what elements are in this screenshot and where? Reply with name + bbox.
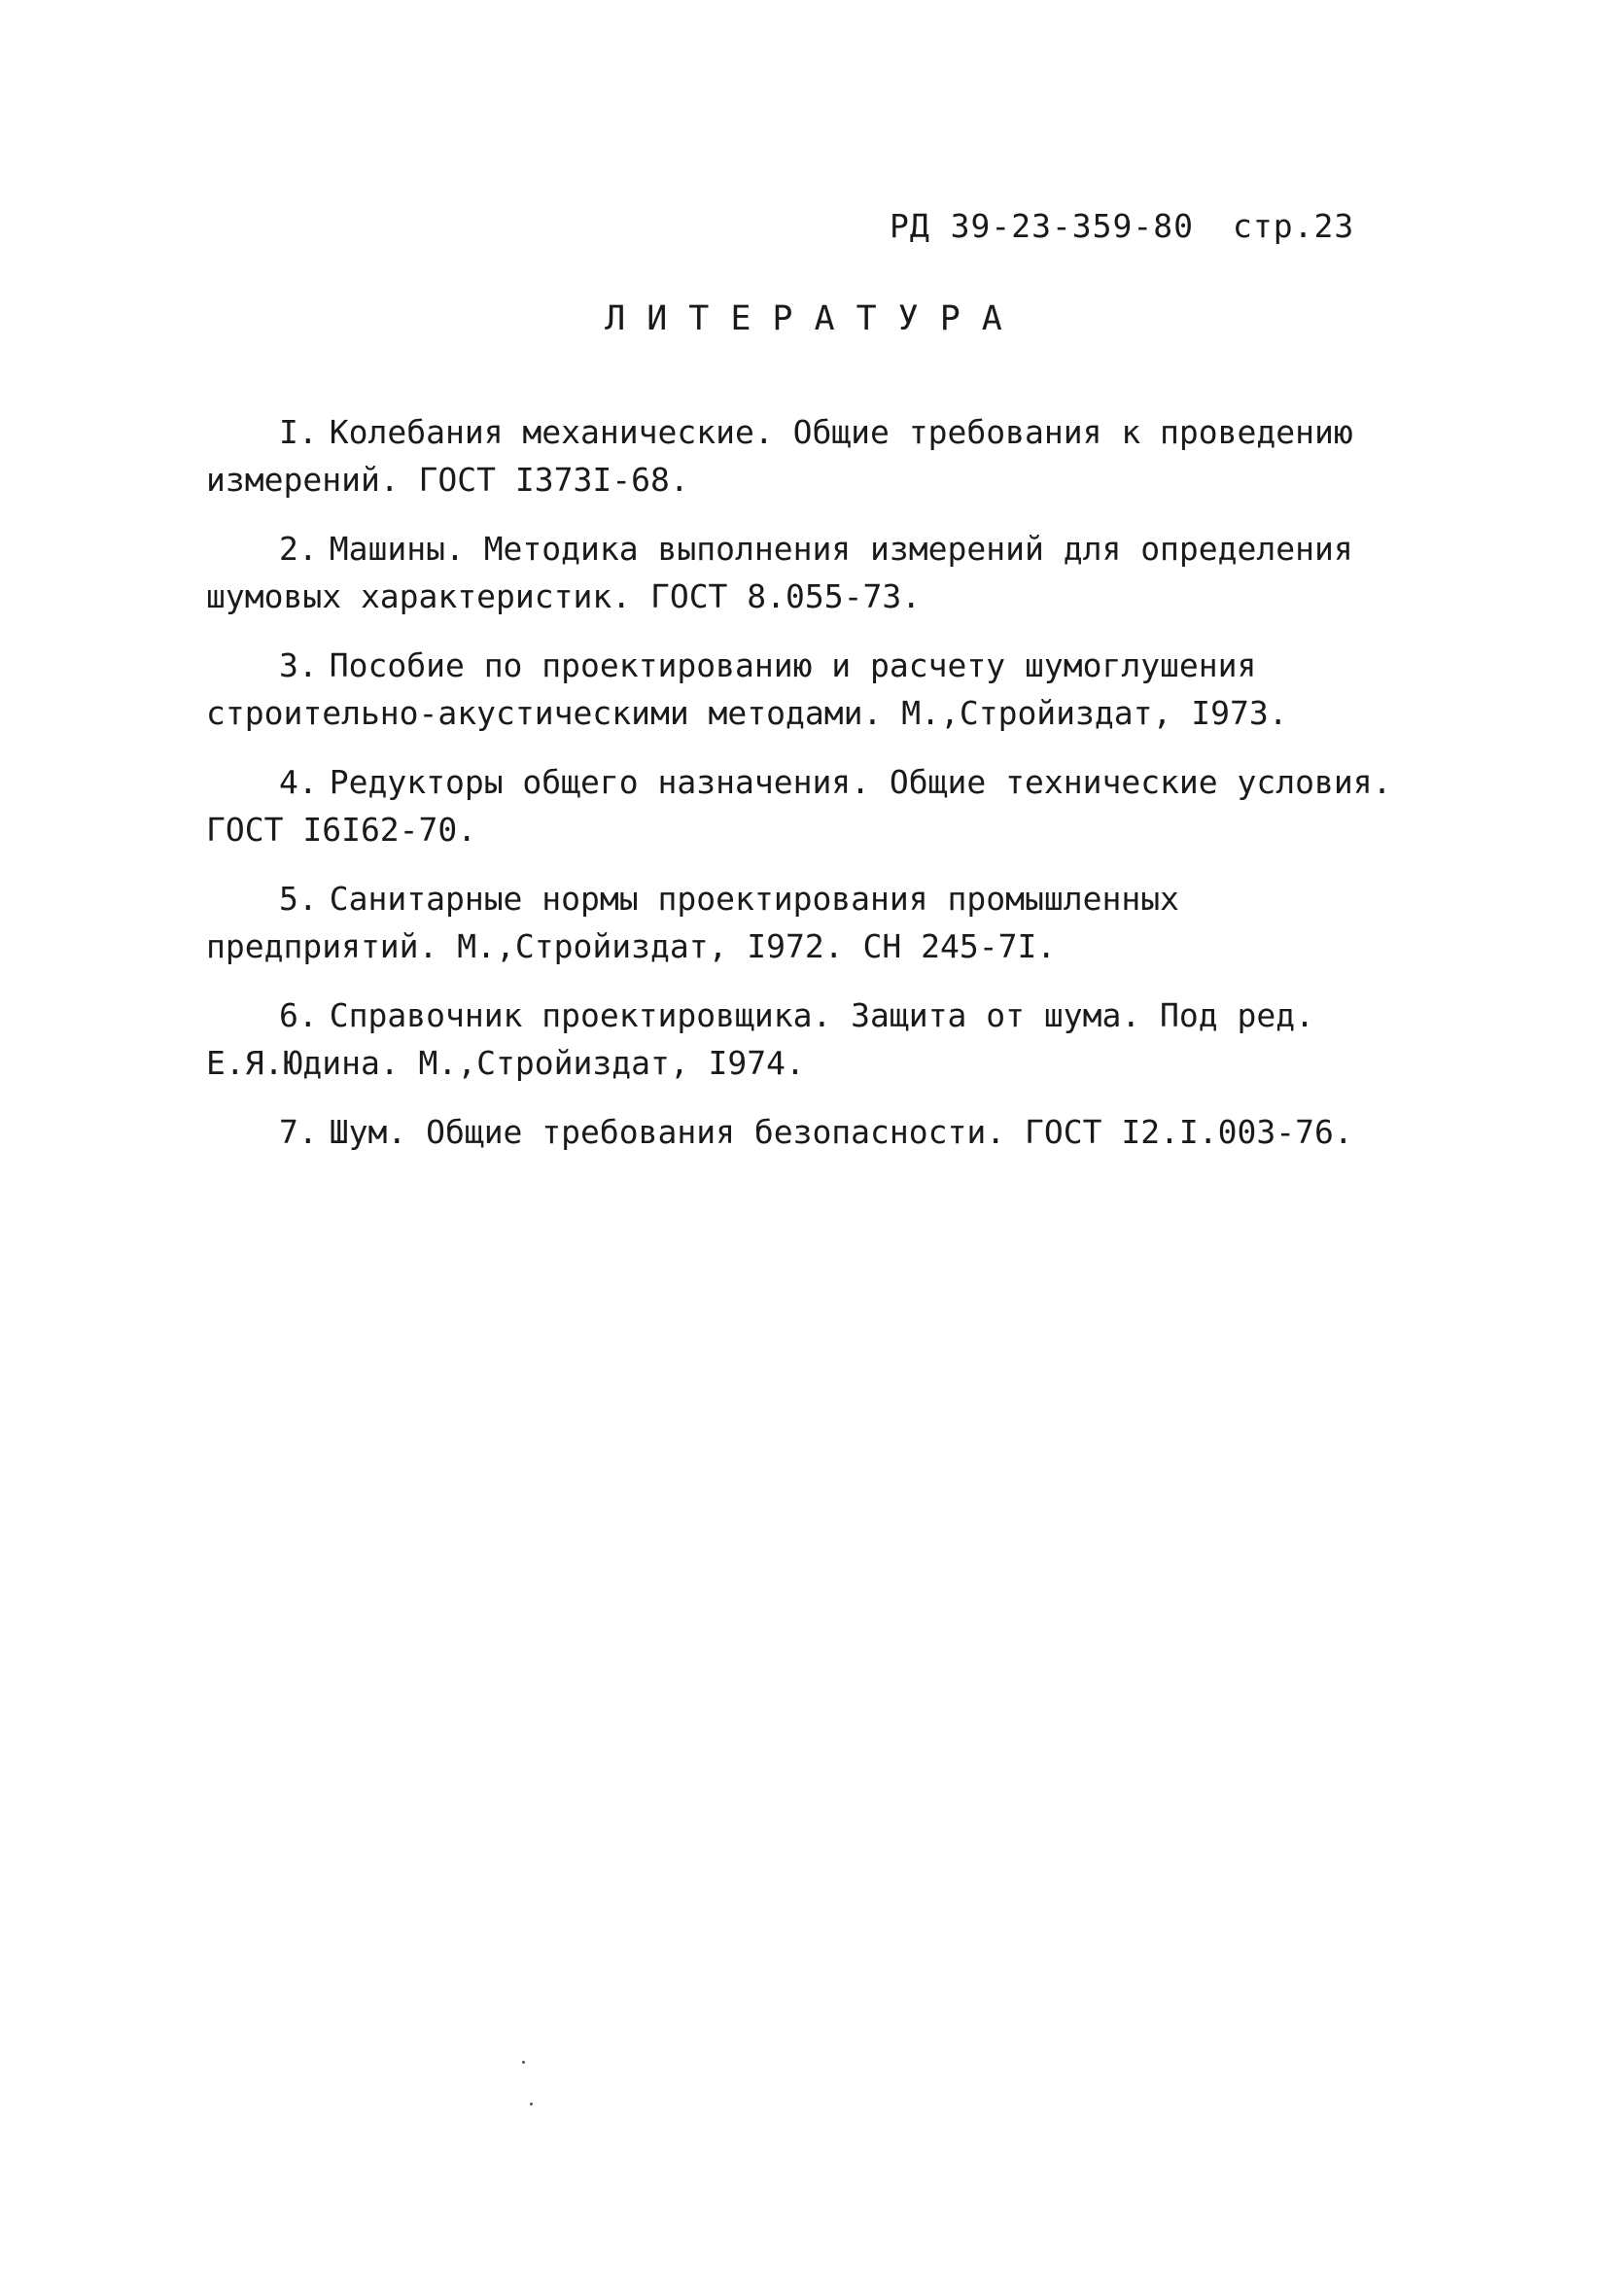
reference-item-1 [206, 408, 1412, 504]
document-reference: РД 39-23-359-80 [890, 207, 1195, 245]
reference-number: 3. [279, 646, 318, 684]
reference-item-6 [206, 991, 1412, 1087]
reference-text: Машины. Методика выполнения измерений для определения шумовых характеристик. ГОСТ 8.055-73. [206, 530, 1353, 615]
reference-text: Шум. Общие требования безопасности. ГОСТ I2.I.003-76. [329, 1113, 1353, 1151]
scan-speck [522, 2061, 525, 2064]
scan-speck [530, 2103, 533, 2105]
reference-text: Колебания механические. Общие требования к проведению измерений. ГОСТ I373I-68. [206, 413, 1353, 499]
page-header [890, 207, 1354, 245]
reference-number: I. [279, 413, 318, 451]
reference-number: 6. [279, 996, 318, 1034]
section-title: ЛИТЕРАТУРА [605, 299, 1024, 338]
reference-number: 4. [279, 763, 318, 801]
reference-number: 7. [279, 1113, 318, 1151]
reference-item-4 [206, 758, 1412, 853]
reference-text: Справочник проектировщика. Защита от шума. Под ред. Е.Я.Юдина. М.,Стройиздат, I974. [206, 996, 1315, 1082]
reference-text: Редукторы общего назначения. Общие технические условия. ГОСТ I6I62-70. [206, 763, 1392, 849]
reference-list [206, 408, 1412, 1177]
reference-text: Санитарные нормы проектирования промышленных предприятий. М.,Стройиздат, I972. СН 245-7I. [206, 880, 1179, 965]
reference-number: 5. [279, 880, 318, 918]
reference-item-2 [206, 525, 1412, 620]
page-number: стр.23 [1233, 207, 1355, 245]
reference-number: 2. [279, 530, 318, 568]
reference-item-3 [206, 642, 1412, 737]
reference-text: Пособие по проектированию и расчету шумоглушения строительно-акустическими методами. М.,Стройиздат, I973. [206, 646, 1288, 732]
reference-item-5 [206, 875, 1412, 970]
reference-item-7 [206, 1108, 1412, 1156]
